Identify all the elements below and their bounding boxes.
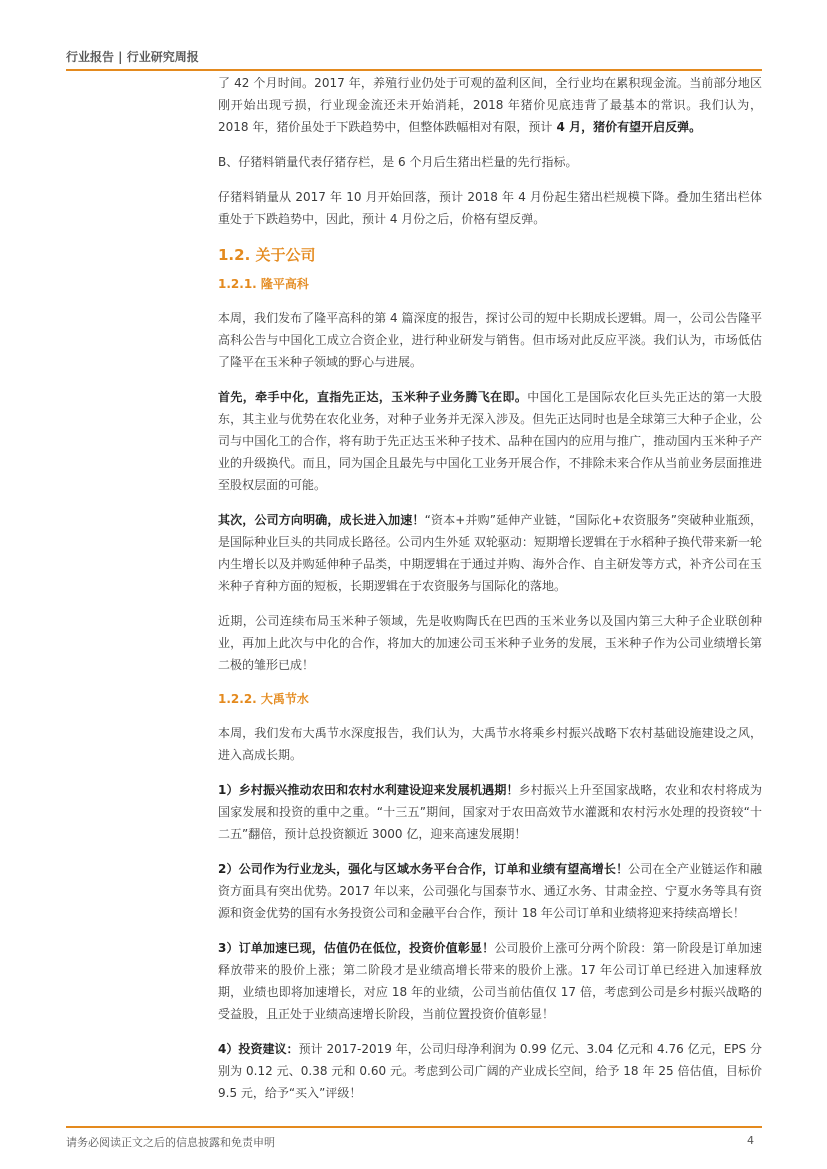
- paragraph-emphasis: 4）投资建议：: [218, 1042, 299, 1056]
- paragraph-dayu-point-4: 4）投资建议：预计 2017-2019 年，公司归母净利润为 0.99 亿元、3.04 亿元和 4.76 亿元，EPS 分别为 0.12 元、0.38 元和 0.60 元。考虑到公司广阔的产业成长空间，给予 18 年 25 倍估值，目标价 9.5 元，给予“买入”评级！: [218, 1042, 762, 1100]
- paragraph-emphasis: 首先，牵手中化，直指先正达，玉米种子业务腾飞在即。: [218, 390, 528, 404]
- subsection-title-longping: 1.2.1. 隆平高科: [218, 277, 309, 291]
- paragraph-longping-first: 首先，牵手中化，直指先正达，玉米种子业务腾飞在即。中国化工是国际农化巨头先正达的第一大股东，其主业与优势在农化业务，对种子业务并无深入涉及。但先正达同时也是全球第三大种子企业，公司与中国化工的合作，将有助于先正达玉米种子技术、品种在国内的应用与推广，推动国内玉米种子产业的升级换代。而且，同为国企且最先与中国化工业务开展合作，不排除未来合作从当前业务层面推进至股权层面的可能。: [218, 390, 762, 492]
- paragraph-emphasis: 其次，公司方向明确，成长进入加速！: [218, 513, 425, 527]
- paragraph-emphasis: 3）订单加速已现，估值仍在低位，投资价值彰显！: [218, 941, 495, 955]
- paragraph-dayu-point-3: 3）订单加速已现，估值仍在低位，投资价值彰显！公司股价上涨可分两个阶段：第一阶段是订单加速释放带来的股价上涨；第二阶段才是业绩高增长带来的股价上涨。17 年公司订单已经进入加速释放期，业绩也即将加速增长，对应 18 年的业绩，公司当前估值仅 17 倍，考虑到公司是乡村振兴战略的受益股，且正处于业绩高速增长阶段，当前位置投资价值彰显！: [218, 941, 762, 1021]
- subsection-title-dayu: 1.2.2. 大禹节水: [218, 692, 309, 706]
- report-body: [218, 72, 762, 1104]
- paragraph-longping-recent: 近期，公司连续布局玉米种子领域，先是收购陶氏在巴西的玉米业务以及国内第三大种子企业联创种业，再加上此次与中化的合作，将加大的加速公司玉米种子业务的发展，玉米种子作为公司业绩增长第二极的雏形已成！: [218, 614, 762, 672]
- paragraph-dayu-intro: 本周，我们发布大禹节水深度报告，我们认为，大禹节水将乘乡村振兴战略下农村基础设施建设之风，进入高成长期。: [218, 726, 762, 762]
- page-number: 4: [747, 1134, 754, 1147]
- section-title-about-company: 1.2. 关于公司: [218, 246, 316, 264]
- page-header: [66, 44, 762, 70]
- paragraph-piglet-feed-indicator: B、仔猪料销量代表仔猪存栏，是 6 个月后生猪出栏量的先行指标。: [218, 155, 578, 169]
- page-footer: [66, 1126, 762, 1156]
- paragraph-hog-cycle: 了 42 个月时间。2017 年，养殖行业仍处于可观的盈利区间，全行业均在累积现金流。当前部分地区刚开始出现亏损，行业现金流还未开始消耗，2018 年猪价见底违背了最基本的常识。我们认为，2018 年，猪价虽处于下跌趋势中，但整体跌幅相对有限，预计 4 月，猪价有望开启反弹。: [218, 76, 762, 134]
- footer-disclaimer: 请务必阅读正文之后的信息披露和免责申明: [66, 1136, 275, 1149]
- paragraph-dayu-point-1: 1）乡村振兴推动农田和农村水利建设迎来发展机遇期！乡村振兴上升至国家战略，农业和农村将成为国家发展和投资的重中之重。“十三五”期间，国家对于农田高效节水灌溉和农村污水处理的投资较“十二五”翻倍，预计总投资额近 3000 亿，迎来高速发展期！: [218, 783, 762, 841]
- paragraph-emphasis: 1）乡村振兴推动农田和农村水利建设迎来发展机遇期！: [218, 783, 519, 797]
- paragraph-longping-intro: 本周，我们发布了隆平高科的第 4 篇深度的报告，探讨公司的短中长期成长逻辑。周一，公司公告隆平高科公告与中国化工成立合资企业，进行种业研发与销售。但市场对此反应平淡。我们认为，市场低估了隆平在玉米种子领域的野心与进展。: [218, 311, 762, 369]
- paragraph-emphasis: 2）公司作为行业龙头，强化与区域水务平台合作，订单和业绩有望高增长！: [218, 862, 629, 876]
- footer-divider: [66, 1126, 762, 1128]
- header-title: 行业报告 | 行业研究周报: [66, 50, 199, 64]
- paragraph-dayu-point-2: 2）公司作为行业龙头，强化与区域水务平台合作，订单和业绩有望高增长！公司在全产业链运作和融资方面具有突出优势。2017 年以来，公司强化与国泰节水、通辽水务、甘肃金控、宁夏水务等具有资源和资金优势的国有水务投资公司和金融平台合作，预计 18 年公司订单和业绩将迎来持续高增长！: [218, 862, 762, 920]
- paragraph-emphasis: 4 月，猪价有望开启反弹。: [552, 120, 702, 134]
- paragraph-longping-second: 其次，公司方向明确，成长进入加速！“资本+并购”延伸产业链，“国际化+农资服务”突破种业瓶颈，是国际种业巨头的共同成长路径。公司内生外延 双轮驱动：短期增长逻辑在于水稻种子换代带来新一轮内生增长以及并购延伸种子品类，中期逻辑在于通过并购、海外合作、自主研发等方式，补齐公司在玉米种子育种方面的短板，长期逻辑在于农资服务与国际化的落地。: [218, 513, 762, 593]
- header-divider: [66, 69, 762, 71]
- paragraph-piglet-feed-sales: 仔猪料销量从 2017 年 10 月开始回落，预计 2018 年 4 月份起生猪出栏规模下降。叠加生猪出栏体重处于下跌趋势中，因此，预计 4 月份之后，价格有望反弹。: [218, 190, 762, 226]
